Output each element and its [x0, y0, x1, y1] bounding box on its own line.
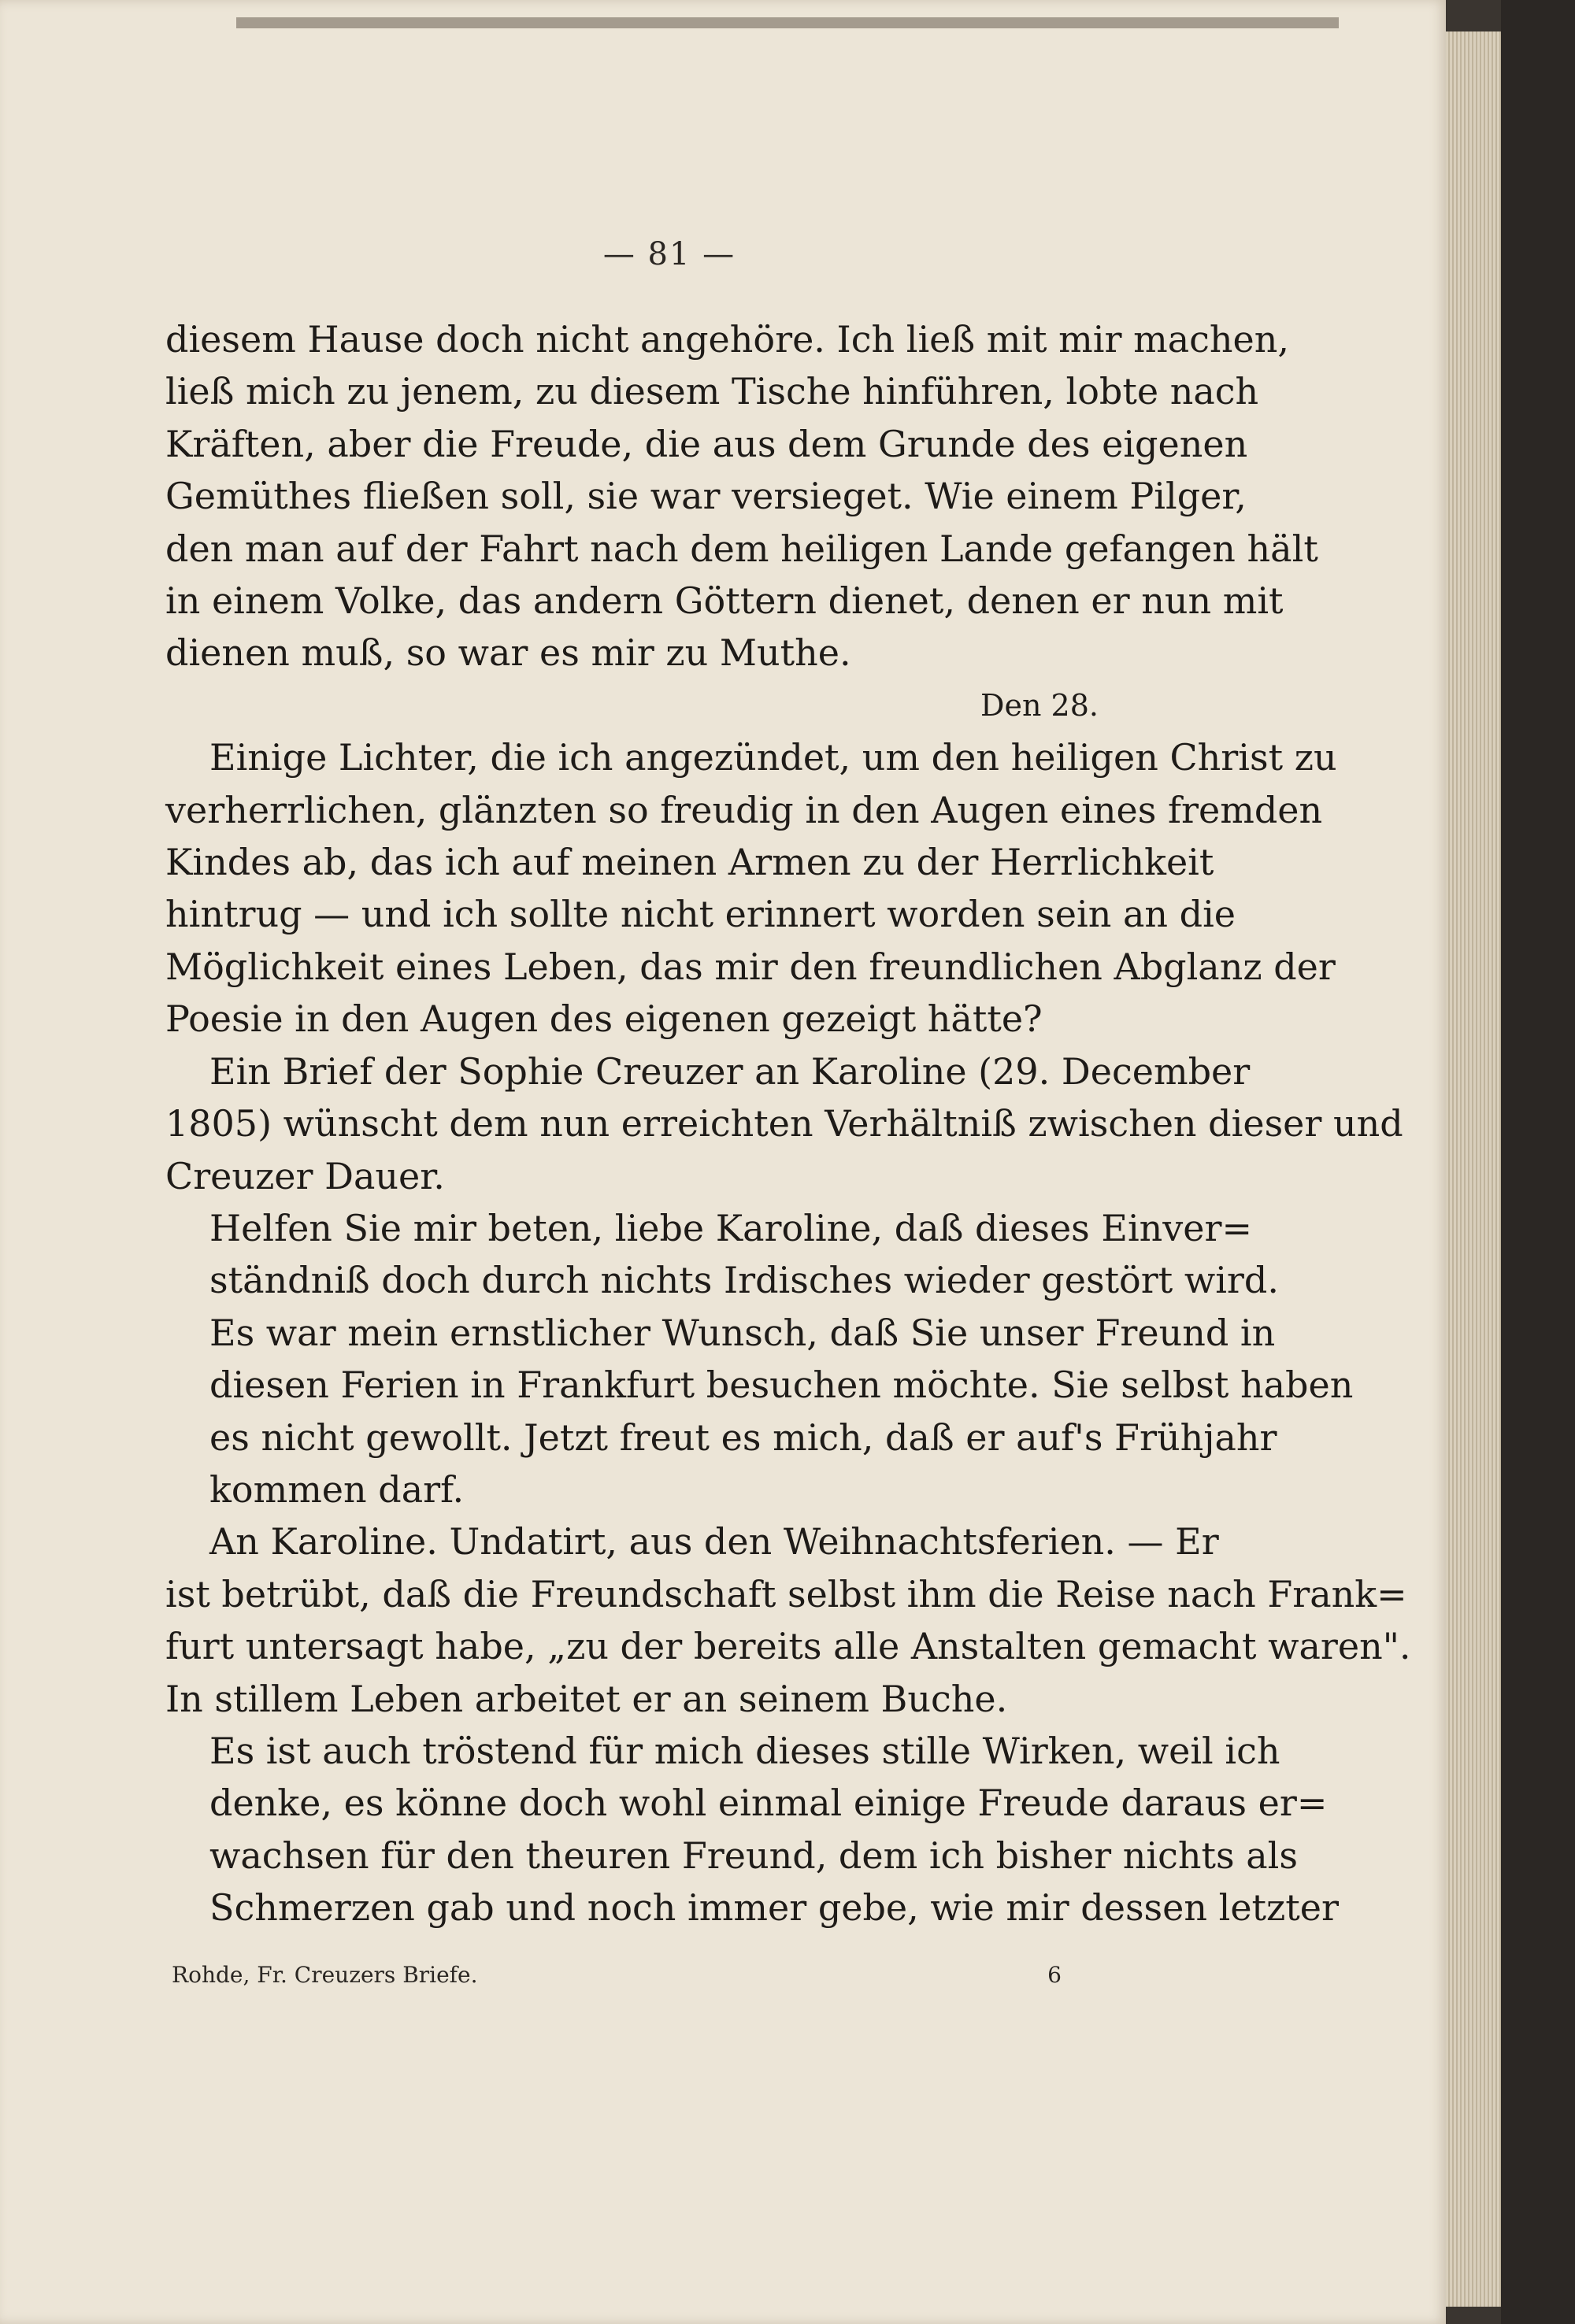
body-text [165, 313, 1411, 1934]
page-edges [1446, 31, 1501, 2307]
text-line: Kräften, aber die Freude, die aus dem Grunde des eigenen [165, 422, 1248, 465]
text-line: wachsen für den theuren Freund, dem ich bisher nichts als [209, 1834, 1298, 1877]
page-number: — 81 — [602, 236, 736, 272]
text-line: Helfen Sie mir beten, liebe Karoline, daß dieses Einver= [209, 1206, 1253, 1249]
text-line: Schmerzen gab und noch immer gebe, wie mir dessen letzter [209, 1886, 1339, 1930]
text-line: diesen Ferien in Frankfurt besuchen möchte. Sie selbst haben [209, 1364, 1354, 1407]
text-line: furt untersagt habe, „zu der bereits alle Anstalten gemacht waren". [165, 1625, 1411, 1668]
text-line: ließ mich zu jenem, zu diesem Tische hinführen, lobte nach [165, 370, 1259, 413]
text-line: ständniß doch durch nichts Irdisches wieder gestört wird. [209, 1259, 1279, 1302]
text-line: Es war mein ernstlicher Wunsch, daß Sie unser Freund in [209, 1311, 1276, 1354]
text-line: diesem Hause doch nicht angehöre. Ich ließ mit mir machen, [165, 318, 1290, 361]
text-line: Es ist auch tröstend für mich dieses stille Wirken, weil ich [209, 1729, 1280, 1772]
text-line: Poesie in den Augen des eigenen gezeigt hätte? [165, 997, 1043, 1041]
text-line: in einem Volke, das andern Göttern dienet, denen er nun mit [165, 579, 1284, 623]
text-line: 1805) wünscht dem nun erreichten Verhältniß zwischen dieser und [165, 1102, 1403, 1145]
text-line: Kindes ab, das ich auf meinen Armen zu der Herrlichkeit [165, 841, 1214, 884]
footer-sheet-number: 6 [1047, 1962, 1062, 1988]
text-line: Creuzer Dauer. [165, 1154, 445, 1197]
text-line: kommen darf. [209, 1467, 465, 1511]
text-line: dienen muß, so war es mir zu Muthe. [165, 631, 851, 675]
text-line: Möglichkeit eines Leben, das mir den freundlichen Abglanz der [165, 945, 1336, 988]
footer-signature: Rohde, Fr. Creuzers Briefe. [172, 1962, 478, 1988]
book-cover [1501, 0, 1575, 2324]
text-line: ist betrübt, daß die Freundschaft selbst ihm die Reise nach Frank= [165, 1572, 1407, 1615]
text-line: hintrug — und ich sollte nicht erinnert worden sein an die [165, 893, 1236, 936]
text-line: An Karoline. Undatirt, aus den Weihnachtsferien. — Er [209, 1520, 1219, 1564]
text-line: verherrlichen, glänzten so freudig in den Augen eines fremden [165, 788, 1323, 831]
text-line: es nicht gewollt. Jetzt freut es mich, daß er auf's Frühjahr [209, 1415, 1277, 1459]
text-line: den man auf der Fahrt nach dem heiligen Lande gefangen hält [165, 527, 1318, 570]
text-line: In stillem Leben arbeitet er an seinem Buche. [165, 1677, 1008, 1720]
text-line: denke, es könne doch wohl einmal einige Freude daraus er= [209, 1782, 1328, 1825]
text-line: Gemüthes fließen soll, sie war versieget. Wie einem Pilger, [165, 475, 1247, 518]
text-line: Einige Lichter, die ich angezündet, um den heiligen Christ zu [209, 736, 1337, 779]
text-line: Ein Brief der Sophie Creuzer an Karoline (29. December [209, 1049, 1251, 1093]
binding-strip [236, 17, 1339, 28]
text-line: Den 28. [980, 687, 1099, 723]
